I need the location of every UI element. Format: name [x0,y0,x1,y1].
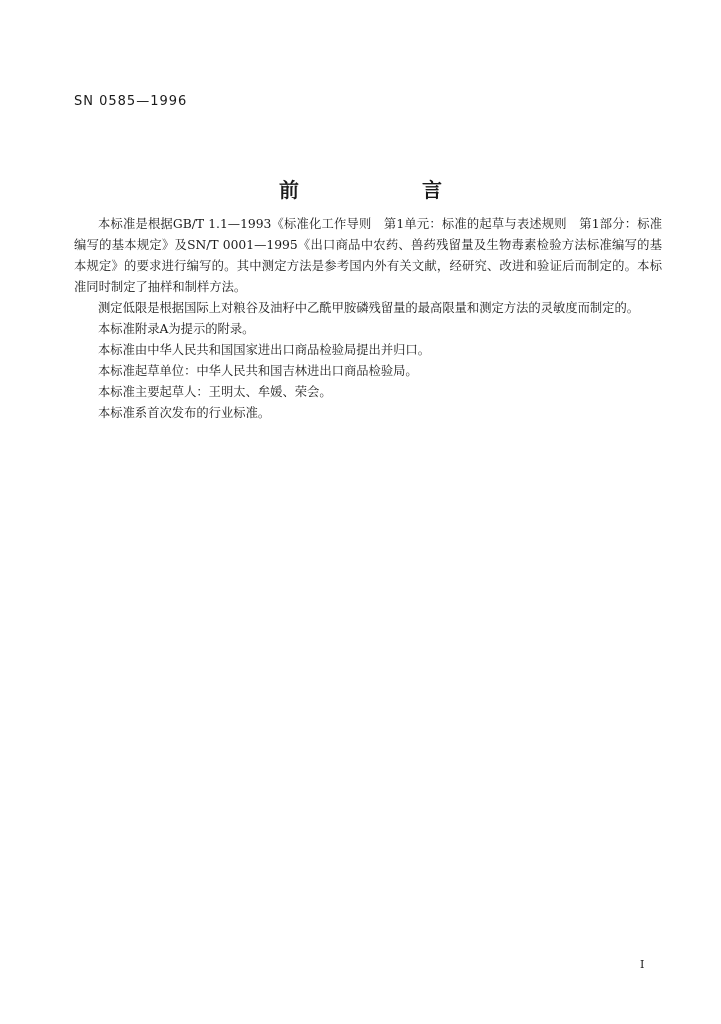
paragraph-detection-limit: 测定低限是根据国际上对粮谷及油籽中乙酰甲胺磷残留量的最高限量和测定方法的灵敏度而制定的。 [98,301,640,315]
foreword-body [74,214,662,424]
paragraph-proposer: 本标准由中华人民共和国国家进出口商品检验局提出并归口。 [98,343,431,357]
standard-code: SN 0585—1996 [74,94,188,109]
paragraph-first-issue: 本标准系首次发布的行业标准。 [98,406,271,420]
paragraph-basis: 本标准是根据GB/T 1.1—1993《标准化工作导则 第1单元：标准的起草与表述规则 第1部分：标准编写的基本规定》及SN/T 0001—1995《出口商品中农药、兽药残留量及生物毒素检验方法标准编写的基本规定》的要求进行编写的。其中测定方法是参考国内外有关文献，经研究、改进和验证后而制定的。本标准同时制定了抽样和制样方法。 [74,217,662,294]
page-number: I [640,958,645,971]
page-title: 前 言 [279,178,500,202]
paragraph-drafters: 本标准主要起草人：王明太、牟媛、荣会。 [98,385,332,399]
paragraph-appendix: 本标准附录A为提示的附录。 [98,322,255,336]
paragraph-drafting-unit: 本标准起草单位：中华人民共和国吉林进出口商品检验局。 [98,364,418,378]
